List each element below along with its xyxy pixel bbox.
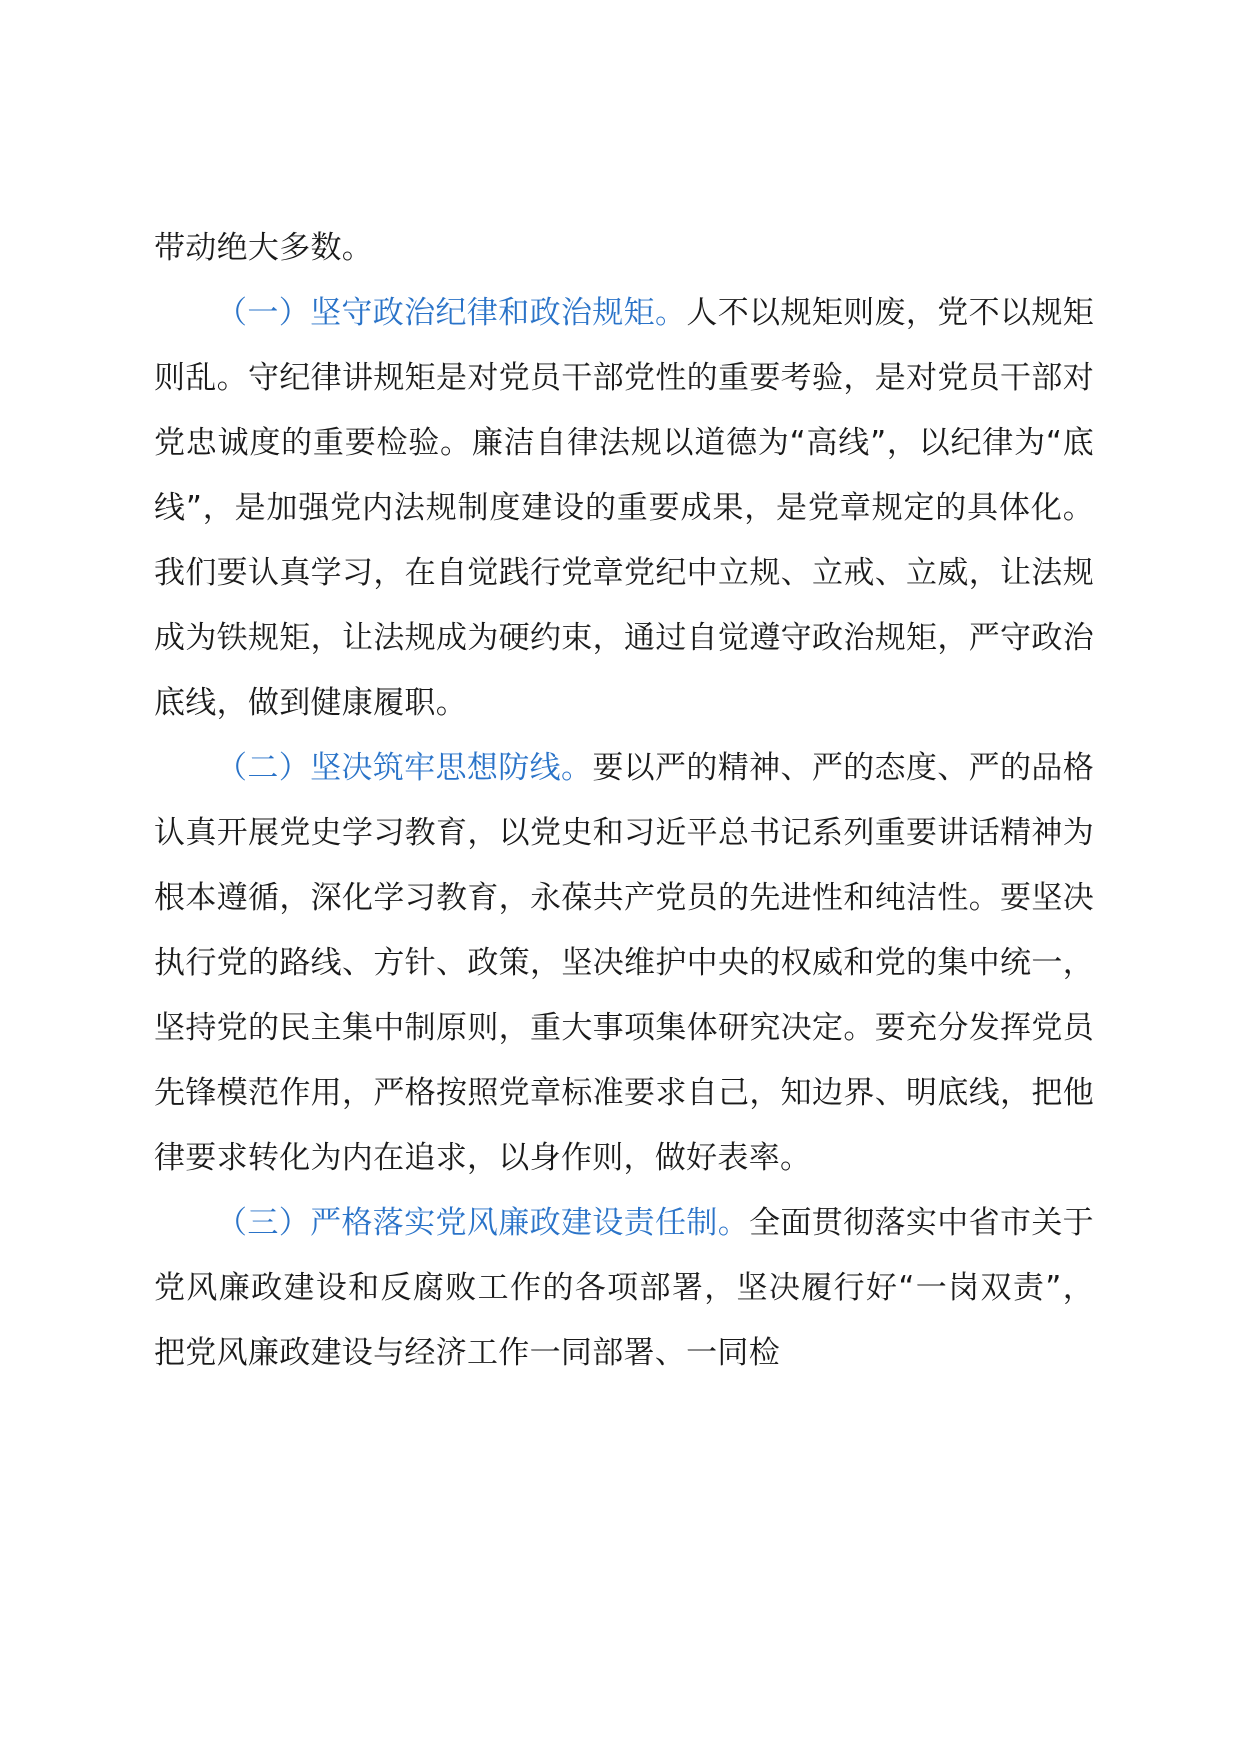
section-3-heading: （三）严格落实党风廉政建设责任制。 xyxy=(216,1205,750,1241)
section-3-body: 全面贯彻落实中省市关于党风廉政建设和反腐败工作的各项部署，坚决履行好“一岗双责”，把党风廉政建设与经济工作一同部署、一同检 xyxy=(154,1205,1094,1371)
section-1-body: 人不以规矩则废，党不以规矩则乱。守纪律讲规矩是对党员干部党性的重要考验，是对党员干部对党忠诚度的重要检验。廉洁自律法规以道德为“高线”，以纪律为“底线”，是加强党内法规制度建设的重要成果，是党章规定的具体化。我们要认真学习，在自觉践行党章党纪中立规、立戒、立威，让法规成为铁规矩，让法规成为硬约束，通过自觉遵守政治规矩，严守政治底线，做到健康履职。 xyxy=(154,295,1094,721)
section-2-heading: （二）坚决筑牢思想防线。 xyxy=(216,750,593,786)
section-1-heading: （一）坚守政治纪律和政治规矩。 xyxy=(216,295,687,331)
section-1-paragraph xyxy=(154,281,1094,736)
section-2-body: 要以严的精神、严的态度、严的品格认真开展党史学习教育，以党史和习近平总书记系列重要讲话精神为根本遵循，深化学习教育，永葆共产党员的先进性和纯洁性。要坚决执行党的路线、方针、政策，坚决维护中央的权威和党的集中统一，坚持党的民主集中制原则，重大事项集体研究决定。要充分发挥党员先锋模范作用，严格按照党章标准要求自己，知边界、明底线，把他律要求转化为内在追求，以身作则，做好表率。 xyxy=(154,750,1094,1176)
section-3-paragraph xyxy=(154,1191,1094,1386)
section-2-paragraph xyxy=(154,736,1094,1191)
continuation-text: 带动绝大多数。 xyxy=(154,230,374,266)
document-body xyxy=(154,216,1094,1386)
continuation-paragraph xyxy=(154,216,1094,281)
